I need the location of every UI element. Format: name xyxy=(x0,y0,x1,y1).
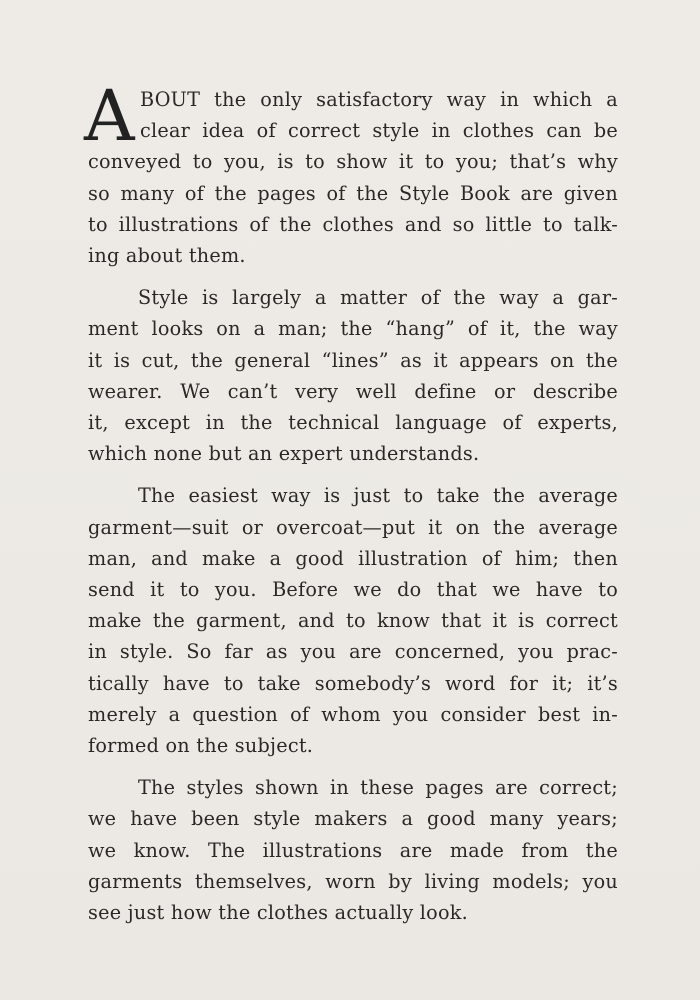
text-line: ing about them. xyxy=(88,244,246,268)
text-line: BOUT the only satisfactory way in which a xyxy=(140,88,618,111)
text-line: it is cut, the general “lines” as it appears on the xyxy=(88,348,618,372)
text-line: wearer. We can’t very well define or describe xyxy=(88,379,618,403)
text-line: man, and make a good illustration of him; then xyxy=(88,546,618,570)
paragraph-3 xyxy=(88,480,618,761)
text-line: make the garment, and to know that it is correct xyxy=(88,609,618,633)
paragraph-2 xyxy=(88,282,618,469)
text-line: in style. So far as you are concerned, you prac- xyxy=(88,640,618,664)
text-line: see just how the clothes actually look. xyxy=(88,901,468,925)
text-line: to illustrations of the clothes and so little to talk- xyxy=(88,212,618,236)
text-line: merely a question of whom you consider best in- xyxy=(88,702,618,726)
text-line: Style is largely a matter of the way a gar- xyxy=(138,286,618,310)
text-line: it, except in the technical language of experts, xyxy=(88,411,618,435)
text-line: conveyed to you, is to show it to you; that’s why xyxy=(88,150,618,174)
drop-cap-letter: A xyxy=(84,75,135,157)
text-line: formed on the subject. xyxy=(88,734,314,758)
paragraph-1 xyxy=(84,75,618,271)
text-line: tically have to take somebody’s word for it; it’s xyxy=(88,671,618,695)
body-text xyxy=(84,75,618,928)
text-line: garment—suit or overcoat—put it on the average xyxy=(88,515,618,539)
text-line: we have been style makers a good many years; xyxy=(88,807,618,831)
text-line: The styles shown in these pages are correct; xyxy=(138,776,618,800)
text-line: so many of the pages of the Style Book are given xyxy=(88,181,618,205)
text-line: send it to you. Before we do that we have to xyxy=(88,578,618,602)
text-line: ment looks on a man; the “hang” of it, the way xyxy=(88,317,618,341)
paragraph-4 xyxy=(88,772,618,928)
text-line: we know. The illustrations are made from the xyxy=(88,838,618,862)
dropcap-region xyxy=(84,75,618,157)
text-line: The easiest way is just to take the average xyxy=(138,484,618,508)
text-line: clear idea of correct style in clothes can be xyxy=(140,119,618,143)
text-line: garments themselves, worn by living models; you xyxy=(88,869,618,893)
text-line: which none but an expert understands. xyxy=(88,442,480,466)
